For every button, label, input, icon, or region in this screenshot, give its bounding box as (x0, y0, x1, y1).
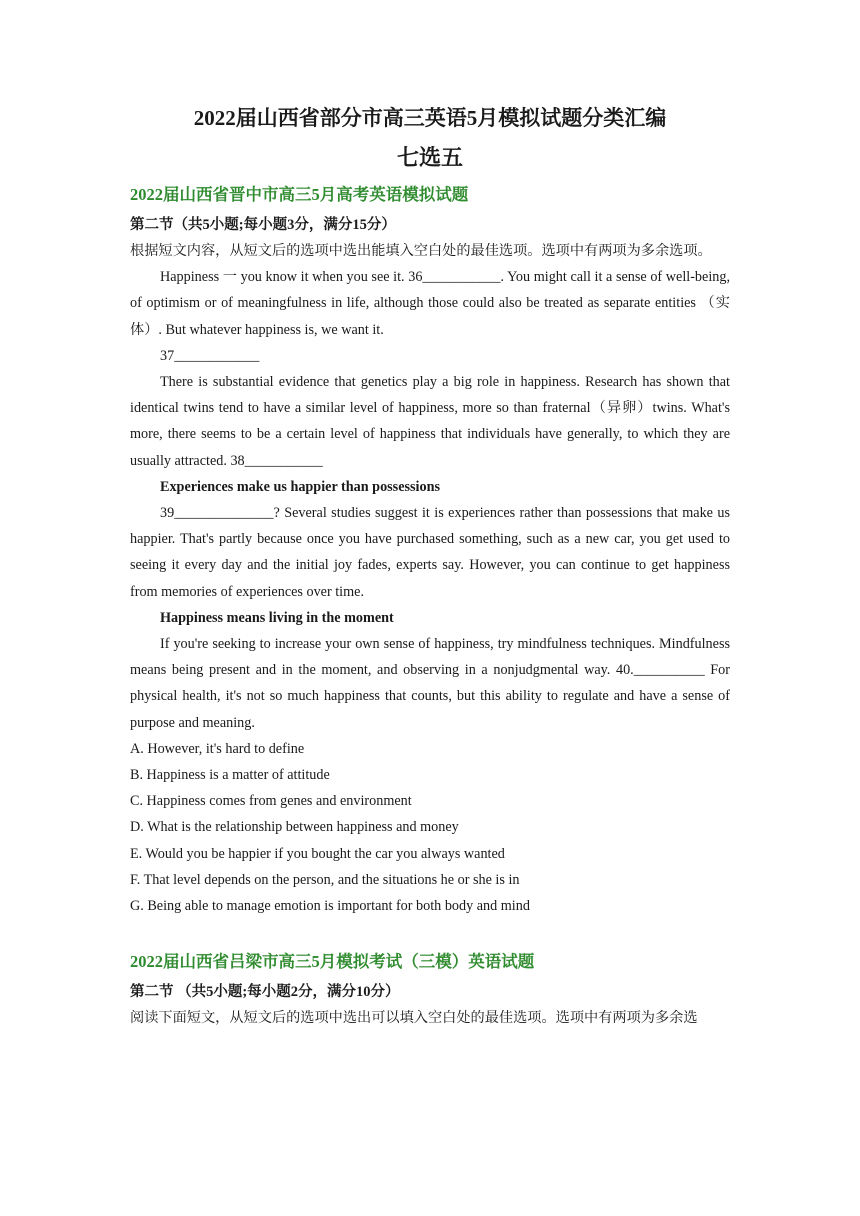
option-f: F. That level depends on the person, and the situations he or she is in (130, 871, 520, 888)
paragraph-4: If you're seeking to increase your own sense of happiness, try mindfulness techniques. Mindfulness means being present and in the moment, and observing in a nonjudgmental way. 40.__________ For physical health, it's not so much happiness that counts, but this ability to regulate and have a sense of purpose and meaning. (130, 636, 730, 731)
options-list (130, 736, 730, 919)
document-title: 2022届山西省部分市高三英语5月模拟试题分类汇编 (193, 106, 667, 130)
instructions: 阅读下面短文，从短文后的选项中选出可以填入空白处的最佳选项。选项中有两项为多余选 (130, 1010, 698, 1027)
part-heading: 第二节（共5小题;每小题3分，满分15分） (130, 217, 396, 233)
instructions: 根据短文内容，从短文后的选项中选出能填入空白处的最佳选项。选项中有两项为多余选项。 (130, 243, 712, 259)
option-a: A. However, it's hard to define (130, 740, 305, 757)
document-page (130, 100, 730, 1031)
part-heading: 第二节 （共5小题;每小题2分，满分10分） (130, 984, 400, 1001)
paragraph-2: There is substantial evidence that genetics play a big role in happiness. Research has shown that identical twins tend to have a similar level of happiness, more so than fraternal（异卵）twins. What's more, there seems to be a certain level of happiness that individuals have generally, to which they are usually attracted. 38___________ (130, 374, 730, 469)
blank-37: 37____________ (160, 347, 260, 364)
option-g: G. Being able to manage emotion is important for both body and mind (130, 898, 530, 915)
paragraph-3: 39______________? Several studies suggest it is experiences rather than possessions that make us happier. That's partly because once you have purchased something, such as a new car, you get used to seeing it every day and the initial joy fades, experts say. However, you can continue to get happiness from memories of experiences over time. (130, 505, 730, 600)
option-b: B. Happiness is a matter of attitude (130, 767, 330, 784)
section-jinzhong (130, 182, 730, 919)
subheading-moment: Happiness means living in the moment (160, 609, 394, 626)
section-lvliang (130, 949, 730, 1031)
section-heading: 2022届山西省晋中市高三5月高考英语模拟试题 (130, 185, 469, 204)
paragraph-1: Happiness 一 you know it when you see it. 36___________. You might call it a sense of well-being, of optimism or of meaningfulness in life, although those could also be treated as separate entities （实体）. But whatever happiness is, we want it. (130, 269, 730, 338)
section-heading: 2022届山西省吕梁市高三5月模拟考试（三模）英语试题 (130, 952, 535, 972)
subheading-experiences: Experiences make us happier than possessions (160, 478, 440, 495)
section-gap (130, 919, 730, 945)
option-d: D. What is the relationship between happiness and money (130, 819, 459, 836)
option-e: E. Would you be happier if you bought the car you always wanted (130, 845, 505, 862)
option-c: C. Happiness comes from genes and environment (130, 793, 412, 810)
document-subtitle: 七选五 (396, 145, 463, 170)
